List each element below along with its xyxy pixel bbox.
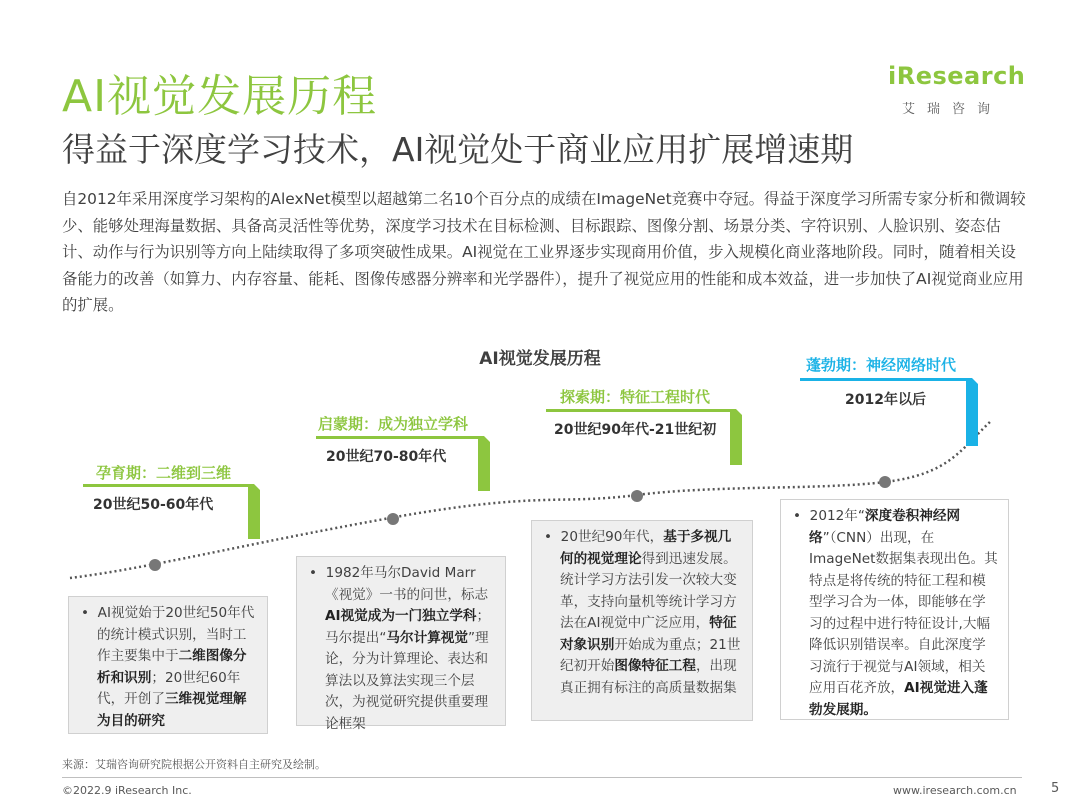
stage-4-label: 蓬勃期：神经网络时代 [806,356,957,374]
stage-2-era: 20世纪70-80年代 [326,449,447,465]
stage-2-label: 启蒙期：成为独立学科 [318,415,469,433]
stage-3-detail-text: • 20世纪90年代，基于多视几何的视觉理论得到迅速发展。统计学习方法引发一次较大变革，支持向量机等统计学习方法在AI视觉中广泛应用，特征对象识别开始成为重点；21世纪初开始图像特征工程，出现真正拥有标注的高质量数据集 [544,529,741,696]
timeline-node-4 [879,476,891,488]
timeline-title: AI视觉发展历程 [479,349,601,369]
page-title: AI视觉发展历程 [62,71,378,122]
detail-segment: 开始成为重点；21世纪初开始 [560,636,741,674]
logo-brand: iResearch [888,62,1026,90]
detail-segment: ；马尔提出“ [325,608,491,646]
stage-1-label: 孕育期：二维到三维 [96,464,232,482]
stage-3-detail [531,520,753,721]
detail-segment: 1982年马尔David Marr《视觉》一书的问世，标志 [325,565,489,603]
intro-paragraph: 自2012年采用深度学习架构的AlexNet模型以超越第二名10个百分点的成绩在ImageNet竞赛中夺冠。得益于深度学习所需专家分析和微调较少、能够处理海量数据、具备高灵活性等优势，深度学习技术在目标检测、目标跟踪、图像分割、场景分类、字符识别、人脸识别、姿态估计、动作与行为识别等方向上陆续取得了多项突破性成果。AI视觉在工业界逐步实现商用价值，步入规模化商业落地阶段。同时，随着相关设备能力的改善（如算力、内存容量、能耗、图像传感器分辨率和光学器件），提升了视觉应用的性能和成本效益，进一步加快了AI视觉商业应用的扩展。 [62,190,1026,314]
logo-subtext: 艾瑞咨询 [902,102,1003,117]
detail-segment: ，出现真正拥有标注的高质量数据集 [560,658,737,696]
detail-segment: ；20世纪60年代，开创了 [97,669,241,707]
website-link[interactable]: www.iresearch.com.cn [893,784,1017,797]
detail-segment: 图像特征工程 [614,658,696,674]
detail-segment: 20世纪90年代， [560,529,664,545]
stage-4-era: 2012年以后 [845,392,926,408]
source-note: 来源：艾瑞咨询研究院根据公开资料自主研究及绘制。 [62,758,326,771]
detail-segment: AI视觉始于20世纪50年代的统计模式识别，当时工作主要集中于 [97,605,255,664]
stage-4-detail [780,499,1009,720]
page-number: 5 [1051,781,1060,796]
detail-segment: 马尔计算视觉 [386,629,468,646]
detail-segment: ”（CNN）出现，在ImageNet数据集表现出色。其特点是将传统的特征工程和模型学习合为一体，即能够在学习的过程中进行特征设计,大幅降低识别错误率。自此深度学习流行于视觉与AI领域，相关应用百花齐放， [809,529,998,696]
detail-segment: 特征对象识别 [560,615,737,653]
stage-1-detail-text: • AI视觉始于20世纪50年代的统计模式识别，当时工作主要集中于二维图像分析和识别；20世纪60年代，开创了三维视觉理解为目的研究 [81,605,255,729]
detail-segment: 三维视觉理解为目的研究 [97,691,247,729]
timeline-node-3 [631,490,643,502]
detail-segment: 基于多视几何的视觉理论 [560,529,732,567]
copyright: ©2022.9 iResearch Inc. [62,784,192,797]
detail-segment: 深度卷积神经网络 [809,508,961,546]
detail-segment: ”理论，分为计算理论、表达和算法以及算法实现三个层次，为视觉研究提供重要理论框架 [325,629,489,732]
detail-segment: 二维图像分析和识别 [97,648,247,686]
footer-divider [62,777,1022,778]
page-subtitle: 得益于深度学习技术，AI视觉处于商业应用扩展增速期 [62,130,854,169]
stage-4-detail-text: • 2012年“深度卷积神经网络”（CNN）出现，在ImageNet数据集表现出色。其特点是将传统的特征工程和模型学习合为一体，即能够在学习的过程中进行特征设计,大幅降低识别错误率。自此深度学习流行于视觉与AI领域，相关应用百花齐放，AI视觉进入蓬勃发展期。 [793,508,998,718]
stage-3-label: 探索期：特征工程时代 [560,388,711,406]
detail-segment: AI视觉进入蓬勃发展期。 [809,680,988,718]
detail-segment: 得到迅速发展。统计学习方法引发一次较大变革，支持向量机等统计学习方法在AI视觉中广泛应用， [560,550,737,631]
stage-1-era: 20世纪50-60年代 [93,497,214,513]
stage-2-detail-text: • 1982年马尔David Marr《视觉》一书的问世，标志AI视觉成为一门独立学科；马尔提出“马尔计算视觉”理论，分为计算理论、表达和算法以及算法实现三个层次，为视觉研究提供重要理论框架 [309,565,491,732]
stage-1-detail [68,596,268,734]
detail-segment: 2012年“ [809,508,865,524]
stage-2-detail [296,556,506,732]
timeline-node-2 [387,513,399,525]
stage-3-era: 20世纪90年代-21世纪初 [554,422,717,438]
timeline-node-1 [149,559,161,571]
detail-segment: AI视觉成为一门独立学科 [325,608,477,624]
